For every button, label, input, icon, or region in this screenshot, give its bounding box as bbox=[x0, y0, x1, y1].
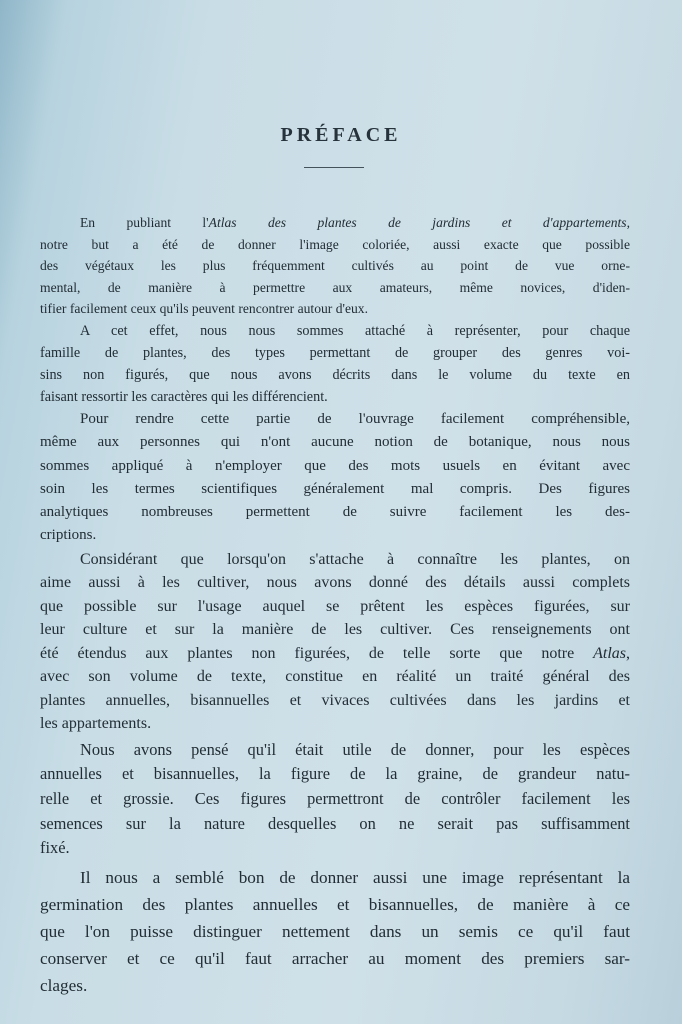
text-line: des végétaux les plus fréquemment cultivés au point de vue orne- bbox=[40, 258, 630, 274]
text-line: Nous avons pensé qu'il était utile de donner, pour les espèces bbox=[80, 739, 630, 759]
paragraph bbox=[40, 408, 630, 548]
text-line: famille de plantes, des types permettant de grouper des genres voi- bbox=[40, 344, 630, 361]
text-line: soin les termes scientifiques généralement mal compris. Des figures bbox=[40, 480, 630, 497]
paragraph bbox=[40, 738, 630, 861]
title-rule bbox=[304, 167, 364, 168]
text-line: clages. bbox=[40, 975, 88, 995]
text-line: leur culture et sur la manière de les cultiver. Ces renseignements ont bbox=[40, 621, 630, 639]
text-line: faisant ressortir les caractères qui les différencient. bbox=[40, 388, 328, 405]
page-title: PRÉFACE bbox=[280, 124, 402, 146]
text-line: En publiant l'Atlas des plantes de jardins et d'appartements, bbox=[80, 215, 630, 230]
text-line: avec son volume de texte, constitue en réalité un traité général des bbox=[40, 668, 630, 686]
text-line: que l'on puisse distinguer nettement dans un semis ce qu'il faut bbox=[40, 921, 630, 941]
text-line: même aux personnes qui n'ont aucune notion de botanique, nous nous bbox=[40, 434, 630, 451]
text-line: sommes appliqué à n'employer que des mots usuels en évitant avec bbox=[40, 457, 630, 474]
text-line: sins non figurés, que nous avons décrits dans le volume du texte en bbox=[40, 366, 630, 383]
paragraph bbox=[40, 864, 630, 999]
text-line: mental, de manière à permettre aux amateurs, même novices, d'iden- bbox=[40, 279, 630, 295]
text-line: Pour rendre cette partie de l'ouvrage facilement compréhensible, bbox=[80, 410, 630, 427]
text-line: Il nous a semblé bon de donner aussi une image représentant la bbox=[80, 867, 630, 887]
text-line: relle et grossie. Ces figures permettront de contrôler facilement les bbox=[40, 788, 630, 808]
paragraph bbox=[40, 548, 630, 736]
text-line: les appartements. bbox=[40, 715, 152, 733]
text-line: analytiques nombreuses permettent de suivre facilement les des- bbox=[40, 504, 630, 521]
text-line: que possible sur l'usage auquel se prêtent les espèces figurées, sur bbox=[40, 597, 630, 615]
text-line: été étendus aux plantes non figurées, de telle sorte que notre Atlas, bbox=[40, 644, 630, 662]
italic-title: Atlas des plantes de jardins et d'appartements bbox=[208, 215, 627, 230]
text-line: A cet effet, nous nous sommes attaché à représenter, pour chaque bbox=[80, 322, 630, 339]
text-line: fixé. bbox=[40, 838, 70, 858]
text-line: tifier facilement ceux qu'ils peuvent rencontrer autour d'eux. bbox=[40, 301, 368, 317]
text-line: aime aussi à les cultiver, nous avons donné des détails aussi complets bbox=[40, 574, 630, 592]
italic-title: Atlas bbox=[593, 644, 626, 662]
paragraph bbox=[40, 212, 630, 320]
text-line: plantes annuelles, bisannuelles et vivaces cultivées dans les jardins et bbox=[40, 691, 630, 709]
text-line: notre but a été de donner l'image coloriée, aussi exacte que possible bbox=[40, 236, 630, 252]
text-line: annuelles et bisannuelles, la figure de la graine, de grandeur natu- bbox=[40, 764, 630, 784]
text-line: germination des plantes annuelles et bisannuelles, de manière à ce bbox=[40, 894, 630, 914]
text-line: semences sur la nature desquelles on ne serait pas suffisamment bbox=[40, 813, 630, 833]
text-line: conserver et ce qu'il faut arracher au moment des premiers sar- bbox=[40, 948, 630, 968]
paragraph bbox=[40, 320, 630, 408]
text-line: criptions. bbox=[40, 527, 97, 544]
text-line: Considérant que lorsqu'on s'attache à connaître les plantes, on bbox=[80, 550, 630, 568]
body-text bbox=[40, 212, 630, 999]
